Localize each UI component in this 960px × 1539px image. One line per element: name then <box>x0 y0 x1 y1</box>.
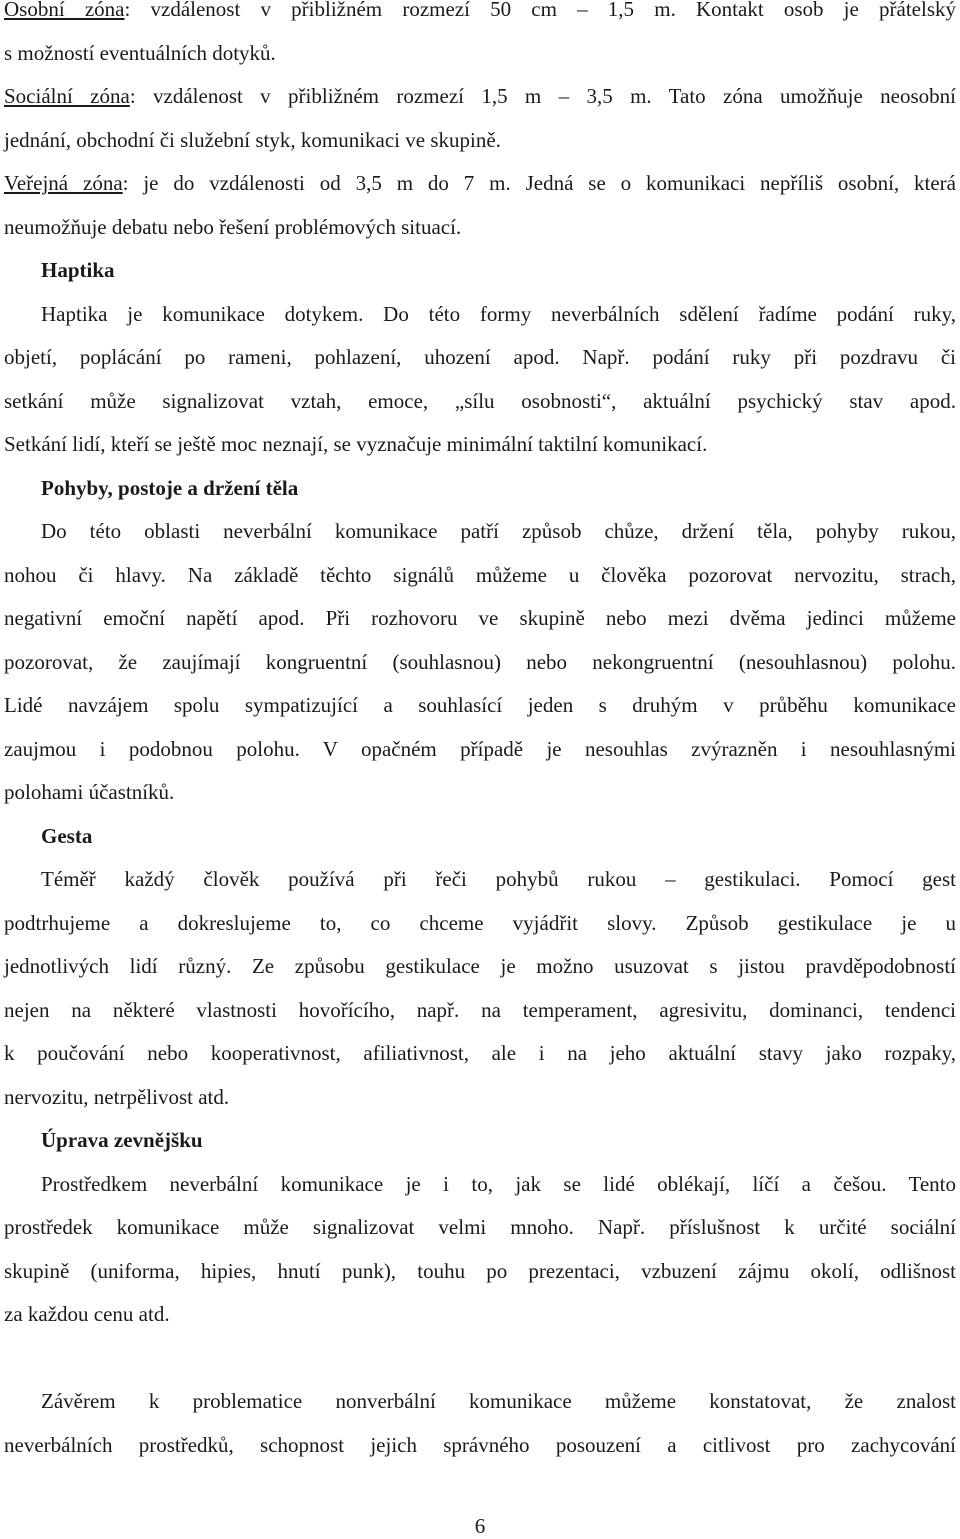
page-number: 6 <box>474 1514 486 1538</box>
paragraph-line: jednotlivých lidí různý. Ze způsobu gestikulace je možno usuzovat s jistou pravděpodobností <box>4 954 956 978</box>
paragraph-line: Do této oblasti neverbální komunikace patří způsob chůze, držení těla, pohyby rukou, <box>41 519 956 543</box>
zone-personal-line-1: Osobní zóna: vzdálenost v přibližném rozmezí 50 cm – 1,5 m. Kontakt osob je přátelský <box>4 0 956 32</box>
zone-social-line-2: jednání, obchodní či služební styk, komunikaci ve skupině. <box>4 127 501 152</box>
heading-haptika: Haptika <box>41 258 115 282</box>
document-page <box>4 0 956 1467</box>
paragraph-line: skupině (uniforma, hipies, hnutí punk), touhu po prezentaci, vzbuzení zájmu okolí, odlišnost <box>4 1258 956 1283</box>
paragraph-line: nohou či hlavy. Na základě těchto signálů můžeme u člověka pozorovat nervozitu, strach, <box>4 562 956 587</box>
paragraph-gap <box>4 1337 956 1381</box>
paragraph-line: setkání může signalizovat vztah, emoce, „sílu osobnosti“, aktuální psychický stav apod. <box>4 388 956 413</box>
paragraph-line: polohami účastníků. <box>4 780 175 804</box>
paragraph-line: Prostředkem neverbální komunikace je i to, jak se lidé oblékají, líčí a češou. Tento <box>41 1171 956 1196</box>
heading-pohyby: Pohyby, postoje a držení těla <box>41 475 299 500</box>
paragraph-line: Lidé navzájem spolu sympatizující a souhlasící jeden s druhým v průběhu komunikace <box>4 693 956 717</box>
paragraph-line: Závěrem k problematice nonverbální komunikace můžeme konstatovat, že znalost <box>41 1389 956 1413</box>
heading-gesta: Gesta <box>41 823 93 848</box>
paragraph-line: objetí, poplácání po rameni, pohlazení, uhození apod. Např. podání ruky při pozdravu či <box>4 345 956 369</box>
paragraph-line: negativní emoční napětí apod. Při rozhovoru ve skupině nebo mezi dvěma jedinci můžeme <box>4 606 956 630</box>
paragraph-line: neverbálních prostředků, schopnost jejich správného posouzení a citlivost pro zachycování <box>4 1432 956 1457</box>
zone-public-line-2: neumožňuje debatu nebo řešení problémových situací. <box>4 214 462 239</box>
zone-public-label: Veřejná zóna <box>4 171 123 195</box>
zone-personal-label: Osobní zóna <box>4 0 125 21</box>
zone-social-label: Sociální zóna <box>4 84 130 108</box>
paragraph-line: podtrhujeme a dokreslujeme to, co chceme vyjádřit slovy. Způsob gestikulace je u <box>4 910 956 935</box>
paragraph-line: nejen na některé vlastnosti hovořícího, např. na temperament, agresivitu, dominanci, tendenci <box>4 997 956 1022</box>
paragraph-line: Setkání lidí, kteří se ještě moc neznají, se vyznačuje minimální taktilní komunikací. <box>4 432 708 456</box>
paragraph-line: Téměř každý člověk používá při řeči pohybů rukou – gestikulaci. Pomocí gest <box>41 867 956 891</box>
paragraph-line: prostředek komunikace může signalizovat velmi mnoho. Např. příslušnost k určité sociální <box>4 1215 956 1239</box>
zone-public-line-1: Veřejná zóna: je do vzdálenosti od 3,5 m do 7 m. Jedná se o komunikaci nepříliš osobní, která <box>4 171 956 195</box>
zone-social-line-1: Sociální zóna: vzdálenost v přibližném rozmezí 1,5 m – 3,5 m. Tato zóna umožňuje neosobní <box>4 84 956 108</box>
paragraph-line: nervozitu, netrpělivost atd. <box>4 1084 230 1109</box>
paragraph-line: Haptika je komunikace dotykem. Do této formy neverbálních sdělení řadíme podání ruky, <box>41 301 956 326</box>
zone-personal-line-2: s možností eventuálních dotyků. <box>4 40 276 65</box>
paragraph-line: za každou cenu atd. <box>4 1302 170 1326</box>
paragraph-line: k poučování nebo kooperativnost, afiliativnost, ale i na jeho aktuální stavy jako rozpaky, <box>4 1041 956 1065</box>
paragraph-line: zaujmou i podobnou polohu. V opačném případě je nesouhlas zvýrazněn i nesouhlasnými <box>4 736 956 761</box>
heading-uprava: Úprava zevnějšku <box>41 1128 203 1152</box>
paragraph-line: pozorovat, že zaujímají kongruentní (souhlasnou) nebo nekongruentní (nesouhlasnou) polohu. <box>4 649 956 674</box>
